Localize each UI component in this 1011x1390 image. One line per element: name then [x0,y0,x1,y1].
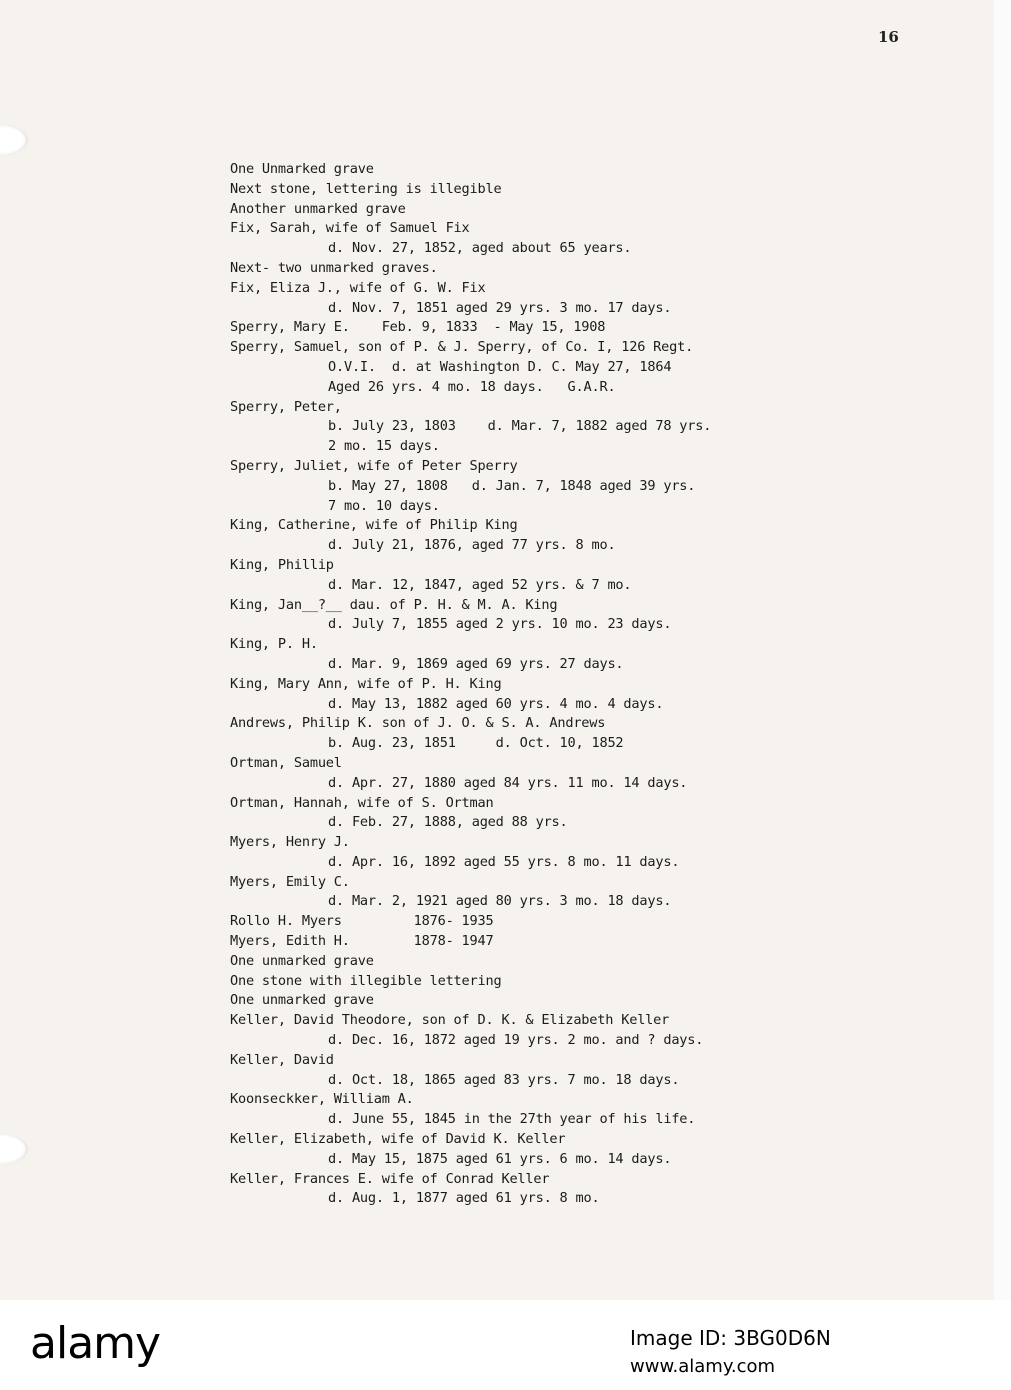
record-heading: Sperry, Mary E. Feb. 9, 1833 - May 15, 1908 [230,319,606,336]
record-heading: Sperry, Peter, [230,398,342,415]
record-detail: O.V.I. d. at Washington D. C. May 27, 1864 [328,358,672,375]
punch-hole [0,1134,28,1164]
record-detail: d. Mar. 9, 1869 aged 69 yrs. 27 days. [328,655,624,672]
record-heading: Ortman, Samuel [230,754,342,771]
record-heading: King, Mary Ann, wife of P. H. King [230,675,502,692]
record-heading: Next stone, lettering is illegible [230,180,502,197]
record-heading: Ortman, Hannah, wife of S. Ortman [230,794,494,811]
record-heading: Fix, Eliza J., wife of G. W. Fix [230,279,486,296]
record-heading: King, Phillip [230,556,334,573]
watermark-brand: alamy [30,1318,161,1369]
record-heading: Keller, Frances E. wife of Conrad Keller [230,1170,550,1187]
record-heading: Keller, David [230,1051,334,1068]
record-detail: Aged 26 yrs. 4 mo. 18 days. G.A.R. [328,378,616,395]
record-heading: Sperry, Juliet, wife of Peter Sperry [230,457,518,474]
record-detail: 7 mo. 10 days. [328,497,440,514]
burial-records-list [230,160,711,1209]
watermark-url: www.alamy.com [630,1356,776,1377]
page-number: 16 [878,28,899,46]
record-detail: b. July 23, 1803 d. Mar. 7, 1882 aged 78 yrs. [328,418,712,435]
punch-hole [0,125,28,155]
record-heading: Rollo H. Myers 1876- 1935 [230,913,494,930]
record-heading: One Unmarked grave [230,161,374,177]
record-detail: d. Apr. 27, 1880 aged 84 yrs. 11 mo. 14 days. [328,774,688,791]
record-detail: 2 mo. 15 days. [328,438,440,455]
record-heading: King, P. H. [230,636,318,653]
record-detail: d. July 7, 1855 aged 2 yrs. 10 mo. 23 days. [328,616,672,633]
record-heading: One unmarked grave [230,992,374,1009]
record-detail: d. Nov. 27, 1852, aged about 65 years. [328,240,632,257]
watermark-image-id: Image ID: 3BG0D6N [630,1326,831,1350]
record-detail: d. Dec. 16, 1872 aged 19 yrs. 2 mo. and ? days. [328,1032,704,1049]
record-detail: d. May 13, 1882 aged 60 yrs. 4 mo. 4 days. [328,695,664,712]
record-heading: Another unmarked grave [230,200,406,217]
record-detail: d. Aug. 1, 1877 aged 61 yrs. 8 mo. [328,1190,600,1207]
record-detail: d. May 15, 1875 aged 61 yrs. 6 mo. 14 days. [328,1150,672,1167]
record-heading: Keller, David Theodore, son of D. K. & Elizabeth Keller [230,1012,670,1029]
record-detail: d. Mar. 12, 1847, aged 52 yrs. & 7 mo. [328,576,632,593]
record-heading: Andrews, Philip K. son of J. O. & S. A. Andrews [230,715,606,732]
record-heading: Myers, Emily C. [230,873,350,890]
record-detail: d. Oct. 18, 1865 aged 83 yrs. 7 mo. 18 days. [328,1071,680,1088]
record-heading: One unmarked grave [230,952,374,969]
record-detail: d. June 55, 1845 in the 27th year of his life. [328,1111,696,1128]
record-heading: Koonseckker, William A. [230,1091,414,1108]
record-detail: d. Apr. 16, 1892 aged 55 yrs. 8 mo. 11 days. [328,853,680,870]
page-edge [994,0,1011,1300]
record-heading: Next- two unmarked graves. [230,259,438,276]
record-detail: d. Nov. 7, 1851 aged 29 yrs. 3 mo. 17 days. [328,299,672,316]
record-detail: d. July 21, 1876, aged 77 yrs. 8 mo. [328,537,616,554]
record-detail: b. Aug. 23, 1851 d. Oct. 10, 1852 [328,735,624,752]
record-heading: King, Catherine, wife of Philip King [230,517,518,534]
record-heading: Myers, Henry J. [230,834,350,851]
record-detail: b. May 27, 1808 d. Jan. 7, 1848 aged 39 yrs. [328,477,696,494]
record-heading: King, Jan__?__ dau. of P. H. & M. A. King [230,596,558,613]
record-heading: Sperry, Samuel, son of P. & J. Sperry, of Co. I, 126 Regt. [230,339,694,356]
record-heading: Fix, Sarah, wife of Samuel Fix [230,220,470,237]
record-heading: Myers, Edith H. 1878- 1947 [230,933,494,950]
record-detail: d. Feb. 27, 1888, aged 88 yrs. [328,814,568,831]
record-heading: Keller, Elizabeth, wife of David K. Keller [230,1131,566,1148]
record-heading: One stone with illegible lettering [230,972,502,989]
record-detail: d. Mar. 2, 1921 aged 80 yrs. 3 mo. 18 days. [328,893,672,910]
